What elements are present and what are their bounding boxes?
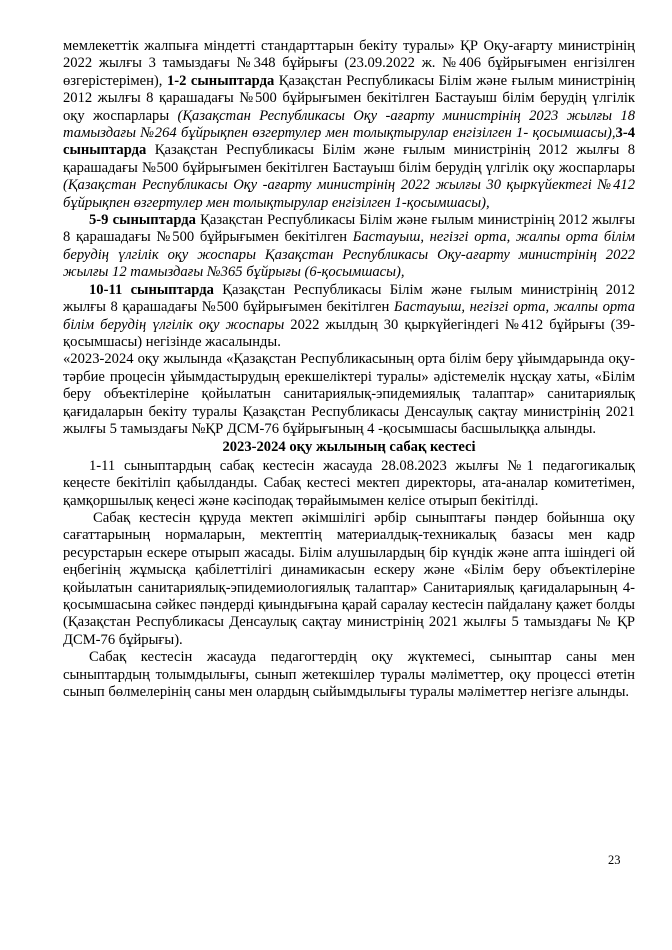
bold-run-grades-10-11: 10-11 сыныптарда — [89, 281, 214, 298]
italic-run: (Қазақстан Республикасы Оқу -ағарту министрінің — [63, 177, 401, 194]
text-run: мемлекеттік жалпыға міндетті стандарттарын бекіту туралы» ҚР Оқу-ағарту министрінің 2022 жылғы 3 тамыздағы №348 бұйрығы (23.09.2022 ж. №406 бұйрығымен енгізілген өзгерістерімен), — [63, 38, 635, 89]
paragraph-schedule-approval: 1-11 сыныптардың сабақ кестесін жасауда 28.08.2023 жылғы №1 педагогикалық кеңесте бекітіліп қабылданды. Сабақ кестесі мектеп директоры, ата-аналар комитетімен, қамқоршылық кеңесі және кәсіподақ төрайымымен келісе отырып бекітілді. — [63, 457, 635, 509]
text-run: Қазақстан Республикасы Білім және ғылым министрінің 2012 жылғы 8 қарашадағы №500 бұйрығымен бекітілген Бастауыш білім берудің үлгілік оқу жоспарлары — [63, 142, 635, 176]
paragraph-grades-10-11 — [63, 282, 635, 352]
text-run: Қазақстан Республикасы Білім және ғылым министрінің 2012 жылғы 8 қарашадағы №500 бұйрығымен бекітілген — [63, 281, 635, 316]
paragraph-standards — [63, 38, 635, 212]
italic-run: (Қазақстан Республикасы Оқу -ағарту министрінің 2023 жылғы 18 тамыздағы №264 бұйрықпен өзгертулер мен толықтырулар енгізілген 1- қосымшасы), — [63, 107, 636, 142]
paragraph-grades-5-9 — [63, 212, 635, 282]
italic-run: 2022 жылғы 30 қыркүйектегі №412 бұйрықпен өзгертулер мен толықтырулар енгізілген 1-қосымшасы), — [63, 177, 635, 211]
page-number: 23 — [608, 853, 621, 867]
document-body — [63, 38, 635, 701]
bold-run-grades-3-4: 3-4 сыныптарда — [63, 125, 635, 159]
paragraph-schedule-basis: Сабақ кестесін жасауда педагогтердің оқу жүктемесі, сыныптар саны мен сыныптардың толымдылығы, сынып жетекшілер туралы мәліметтер, оқу процессі өтетін сынып бөлмелерінің саны мен олардың сыйымдылығы туралы мәліметтер негізге алынды. — [63, 649, 635, 701]
text-run: 2022 жылдың 30 қыркүйегіндегі №412 бұйрығы (39-қосымшасы) негізінде жасалынды. — [63, 316, 635, 350]
italic-run: Бастауыш, негізгі орта, жалпы орта білім берудің үлгілік оқу жоспары — [63, 299, 636, 333]
bold-run-grades-5-9: 5-9 сыныптарда — [89, 212, 196, 229]
paragraph-guidance: «2023-2024 оқу жылында «Қазақстан Республикасының орта білім беру ұйымдарында оқу-тәрбие процесін ұйымдастырудың ерекшеліктері туралы» әдістемелік нұсқау хаты, «Білім беру объектілеріне қойылатын санитариялық-эпидемиялық талаптар» санитариялық қағидаларын бекіту туралы Қазақстан Республикасы Денсаулық сақтау министрінің 2021 жылғы 5 тамыздағы №ҚР ДСМ-76 бұйрығының 4 -қосымшасы басшылыққа алынды. — [63, 351, 635, 437]
text-run: Қазақстан Республикасы Білім және ғылым министрінің 2012 жылғы 8 қарашадағы №500 бұйрығымен бекітілген — [63, 212, 635, 246]
section-heading: 2023-2024 оқу жылының сабақ кестесі — [222, 439, 476, 456]
italic-run: Бастауыш, негізгі орта, жалпы орта білім берудің үлгілік оқу жоспары Қазақстан Республикасы Оқу-ағарту министрінің 2022 жылғы 12 тамыздағы №365 бұйрығы (6-қосымшасы), — [63, 229, 635, 281]
paragraph-schedule-creation: Сабақ кестесін құруда мектеп әкімшілігі әрбір сыныптағы пәндер бойынша оқу сағаттарының нормаларын, мектептің материалдық-техникалық базасы мен кадр ресурстарын ескере отырып жасады. Білім алушылардың бір күндік және апта ішіндегі ой еңбегінің жұмысқа қабілеттілігі динамикасын ескеру және «Білім беру объектілеріне қойылатын санитариялық-эпидемиологиялық талаптар» Санитариялық қағидаларының 4-қосымшасына сәйкес пәндерді қиындығына қарай саралау кестесін пайдалану қажет болды (Қазақстан Республикасы Денсаулық сақтау министрінің 2021 жылғы 5 тамыздағы № ҚР ДСМ-76 бұйрығы). — [63, 509, 635, 648]
text-run: Қазақстан Республикасы Білім және ғылым министрінің 2012 жылғы 8 қарашадағы №500 бұйрығымен бекітілген Бастауыш білім берудің үлгілік оқу жоспарлары — [63, 72, 635, 124]
bold-run-grades-1-2: 1-2 сыныптарда — [166, 72, 275, 89]
